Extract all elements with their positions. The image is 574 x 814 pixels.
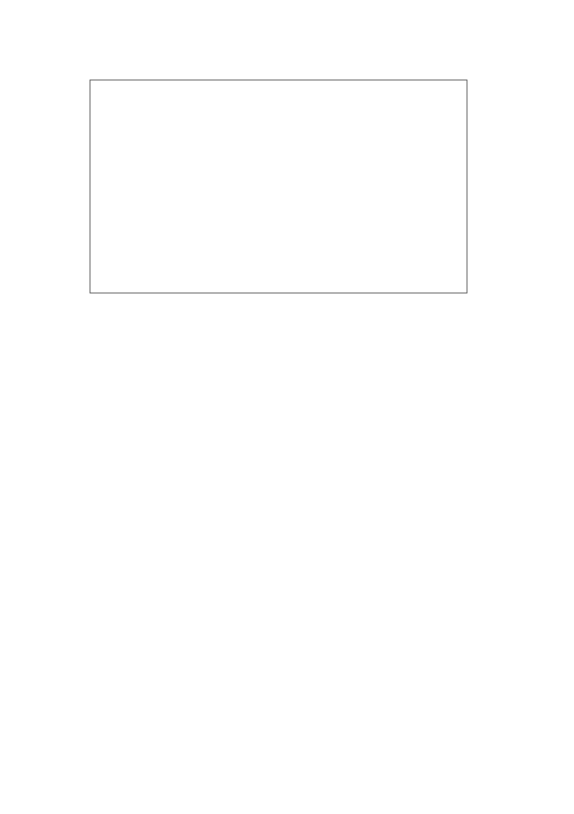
plot-frame — [90, 80, 467, 293]
calibration-multiplot — [0, 0, 574, 340]
